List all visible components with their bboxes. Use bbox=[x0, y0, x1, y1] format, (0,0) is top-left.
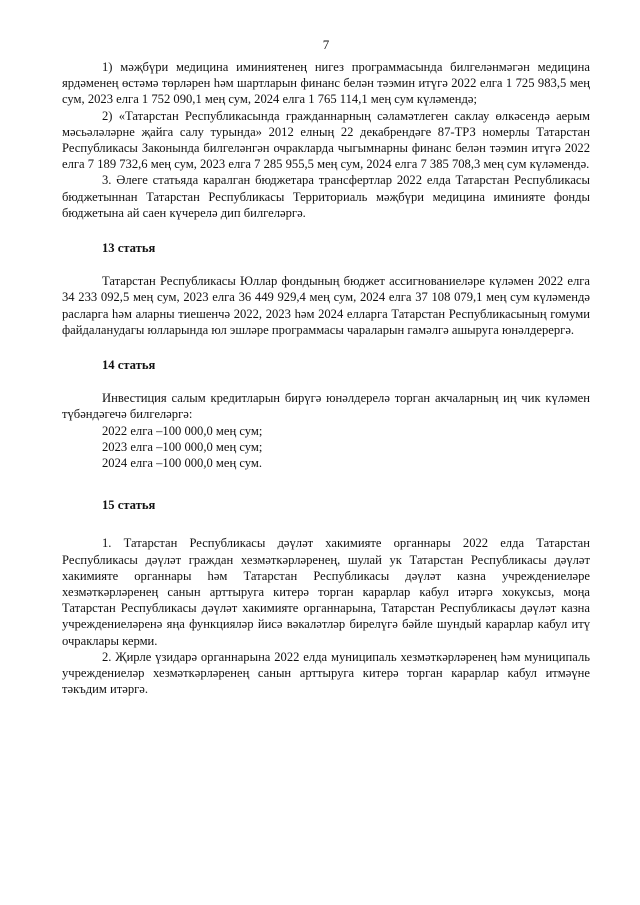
paragraph-item-2: 2) «Татарстан Республикасында гражданнарның сәламәтлеген саклау өлкәсендә аерым мәсьәләләрне җайга салу турында» 2012 елның 22 декабрендәге 87-ТРЗ номерлы Татарстан Республикасы Законында билгеләнгән очракларда чыгымнарны финанс белән тәэмин итүгә 2022 елга 7 189 732,6 мең сум, 2023 елга 7 285 955,5 мең сум, 2024 елга 7 385 708,3 мең сум күләмендә. bbox=[62, 108, 590, 172]
paragraph-item-1: 1) мәҗбүри медицина иминиятенең нигез программасында билгеләнмәгән медицина ярдәменең өстәмә төрләрен һәм шартларын финанс белән тәэмин итүгә 2022 елга 1 725 983,5 мең сум, 2023 елга 1 752 090,1 мең сум, 2024 елга 1 765 114,1 мең сум күләмендә; bbox=[62, 60, 590, 107]
article-15-heading: 15 статья bbox=[102, 498, 156, 513]
article-15-paragraph-2: 2. Җирле үзидарә органнарына 2022 елда муниципаль хезмәткәрләренең һәм муниципаль учреждениеләр хезмәткәрләренең санын арттыруга китерә торган карарлар кабул итмәүне тәкъдим итәргә. bbox=[62, 649, 590, 697]
page-number: 7 bbox=[322, 37, 330, 52]
article-15-paragraph-1: 1. Татарстан Республикасы дәүләт хакимияте органнары 2022 елда Татарстан Республикасы дәүләт граждан хезмәткәрләренең, шулай ук Татарстан Республикасы дәүләт хакимияте органнары һәм Татарстан Республикасы дәүләт казна учреждениеләре хезмәткәрләренең санын арттыруга китерә торган карарлар кабул итәргә хокуксыз, моңа Татарстан Республикасы дәүләт хакимияте органнарына, Татарстан Республикасы дәүләт казна учреждениеләренә яңа функцияләр йисә вәкаләтләр бирелүгә бәйле шундый карарлар кабул итү очраклары керми. bbox=[62, 536, 590, 648]
article-14-paragraph: Инвестиция салым кредитларын бирүгә юнәлдерелә торган акчаларның иң чик күләмен түбәндәгечә билгеләргә: bbox=[62, 391, 590, 422]
article-13-paragraph: Татарстан Республикасы Юллар фондының бюджет ассигнованиеләре күләмен 2022 елга 34 233 092,5 мең сум, 2023 елга 36 449 929,4 мең сум, 2024 елга 37 108 079,1 мең сум күләмендә расларга һәм аларны тиешенчә 2022, 2023 һәм 2024 елларга Татарстан Республикасының гомуми файдаланудагы юлларында юл эшләре программасы чараларын гамәлгә ашыруга юнәлдерергә. bbox=[62, 274, 590, 337]
article-14-item-2022: 2022 елга –100 000,0 мең сум; bbox=[102, 423, 263, 438]
article-13-heading: 13 статья bbox=[102, 241, 156, 256]
article-14-heading: 14 статья bbox=[102, 358, 156, 373]
article-14-item-2023: 2023 елга –100 000,0 мең сум; bbox=[102, 439, 263, 454]
article-14-item-2024: 2024 елга –100 000,0 мең сум. bbox=[102, 456, 263, 471]
paragraph-point-3: 3. Әлеге статьяда каралган бюджетара трансфертлар 2022 елда Татарстан Республикасы бюджетыннан Татарстан Республикасы Территориаль мәҗбүри медицина иминияте фонды бюджетына ай саен күчерелә дип билгеләргә. bbox=[62, 173, 590, 220]
